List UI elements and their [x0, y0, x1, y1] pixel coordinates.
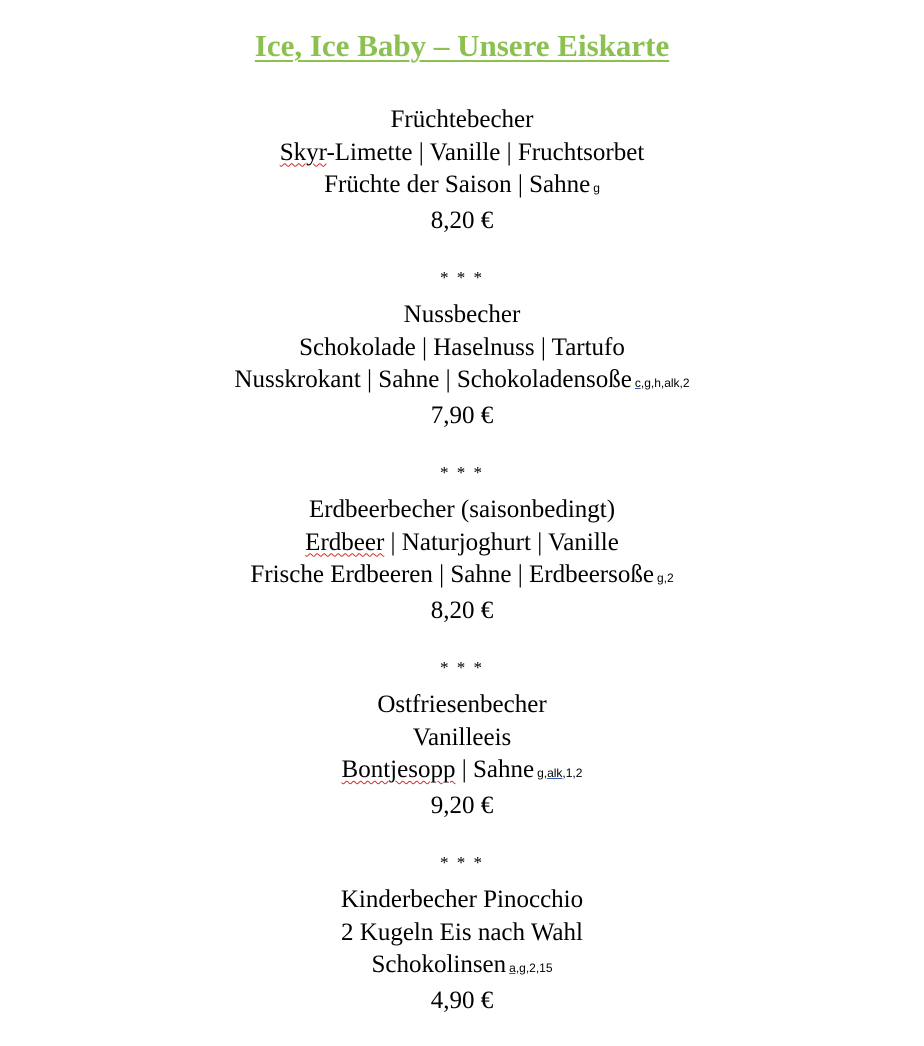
- spellcheck-word: Bontjesopp: [341, 756, 456, 783]
- item-toppings: Nusskrokant | Sahne | Schokoladensoße c,g,h,alk,2: [234, 366, 690, 393]
- menu-item-erdbeerbecher: [0, 494, 924, 627]
- item-price: 7,90 €: [430, 401, 494, 429]
- menu-item-ostfriesenbecher: [0, 689, 924, 822]
- item-name: Früchtebecher: [390, 106, 534, 133]
- item-toppings: Schokolinsen a,g,2,15: [371, 951, 553, 978]
- item-name: Nussbecher: [403, 301, 521, 328]
- item-price: 4,90 €: [430, 986, 494, 1014]
- allergen-codes: c,g,h,alk,2: [634, 376, 690, 390]
- allergen-codes: g,alk,1,2: [537, 766, 583, 780]
- spellcheck-word: Skyr: [279, 138, 327, 166]
- item-name: Erdbeerbecher (saisonbedingt): [308, 496, 616, 523]
- item-name: Kinderbecher Pinocchio: [340, 886, 584, 913]
- item-price: 9,20 €: [430, 791, 494, 819]
- item-ingredients: Erdbeer | Naturjoghurt | Vanille: [305, 528, 619, 556]
- item-toppings: Früchte der Saison | Sahne g: [324, 171, 600, 198]
- allergen-codes: a,g,2,15: [509, 961, 553, 975]
- item-ingredients: Skyr-Limette | Vanille | Fruchtsorbet: [279, 138, 645, 166]
- menu-item-kinderbecher: [0, 884, 924, 1017]
- item-name: Ostfriesenbecher: [377, 691, 547, 718]
- item-price: 8,20 €: [430, 596, 494, 624]
- item-ingredients: Schokolade | Haselnuss | Tartufo: [299, 333, 625, 361]
- allergen-codes: g,2: [656, 571, 674, 585]
- spellcheck-word: Erdbeer: [305, 528, 385, 556]
- menu-item-nussbecher: [0, 299, 924, 432]
- separator: * * *: [440, 658, 484, 677]
- allergen-codes: g: [593, 181, 600, 195]
- item-ingredients: Vanilleeis: [412, 723, 512, 751]
- separator: * * *: [440, 268, 484, 287]
- separator: * * *: [440, 853, 484, 872]
- item-ingredients: 2 Kugeln Eis nach Wahl: [341, 918, 583, 946]
- item-toppings: Bontjesopp | Sahne g,alk,1,2: [341, 756, 583, 783]
- item-toppings: Frische Erdbeeren | Sahne | Erdbeersoße g,2: [250, 561, 674, 588]
- menu-item-fruechtebecher: [0, 104, 924, 237]
- separator: * * *: [440, 463, 484, 482]
- item-price: 8,20 €: [430, 206, 494, 234]
- page-title: Ice, Ice Baby – Unsere Eiskarte: [254, 28, 670, 63]
